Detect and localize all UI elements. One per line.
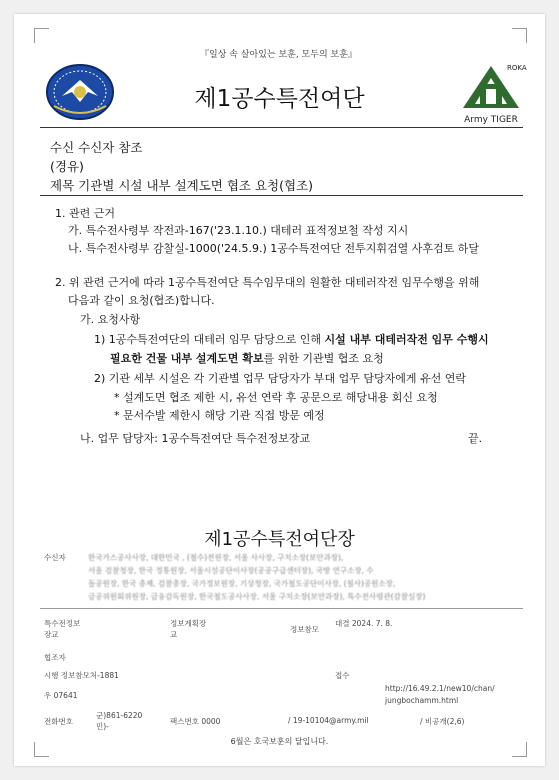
request-item-1-text-2: 를 위한 기관별 협조 요청 xyxy=(263,352,384,365)
request-item-1-line-1 xyxy=(94,331,489,347)
doc-number: 시행 정보참모처-1881 xyxy=(44,671,119,680)
section-1-item-b: 나. 특수전사령부 감찰실-1000('24.5.9.) 1공수특전여단 전투지휘검열 사후검토 하달 xyxy=(68,242,480,255)
document-title: 제1공수특전여단 xyxy=(194,86,365,112)
closing-slogan: 6월은 호국보훈의 달입니다. xyxy=(230,737,329,746)
approval-col-3: 정보참모 xyxy=(290,625,319,634)
corner-mark xyxy=(34,28,49,43)
request-item-1-emphasis-2: 필요한 건물 내부 설계도면 확보 xyxy=(110,352,264,365)
phone-suffix: 민)- xyxy=(96,722,109,731)
section-1-heading: 1. 관련 근거 xyxy=(55,207,115,220)
url-line-1: http://16.49.2.1/new10/chan/ xyxy=(385,684,495,693)
request-item-1-line-2 xyxy=(110,350,384,366)
army-tiger-text: Army TIGER xyxy=(464,115,518,125)
section-1-item-a: 가. 특수전사령부 작전과-167('23.1.10.) 대테러 표적정보철 작성 지시 xyxy=(68,224,409,237)
approval-col-2: 정보계획장 교 xyxy=(170,619,207,639)
disclosure-status: / 비공개(2,6) xyxy=(420,717,465,726)
section-2-item-b: 나. 업무 담당자: 1공수특전여단 특수전정보장교 xyxy=(80,432,311,445)
distribution-label: 수신자 xyxy=(44,553,66,562)
via-line: (경유) xyxy=(50,159,84,174)
request-item-2: 2) 기관 세부 시설은 각 기관별 업무 담당자가 부대 업무 담당자에게 유선 연락 xyxy=(94,372,467,385)
distribution-line-2: 서울 검찰청장, 한국 정통원장, 서울시설공단이사장(공공구급센터장), 국방 연구소장, 수 xyxy=(88,566,374,575)
phone-label: 전화번호 xyxy=(44,717,73,726)
note-1: * 설계도면 협조 제한 시, 유선 연락 후 공문으로 해당내용 회신 요청 xyxy=(114,391,438,404)
roka-text: ROKA xyxy=(507,64,527,72)
header-divider xyxy=(40,127,523,128)
fax-number: 팩스번호 0000 xyxy=(170,717,221,726)
section-2-item-a: 가. 요청사항 xyxy=(80,313,141,326)
sender-title: 제1공수특전여단장 xyxy=(204,529,355,550)
slogan: 『일상 속 살아있는 보훈, 모두의 보훈』 xyxy=(200,50,357,60)
request-item-1-emphasis: 시설 내부 대테러작전 임무 수행시 xyxy=(324,333,489,346)
phone-number: 군)861-6220 xyxy=(96,711,143,720)
distribution-line-4: 금공위원회위원장, 금융감독원장, 한국철도공사사장, 서울 구치소장(보안과장), 특수전사령관(감찰실장) xyxy=(88,592,426,601)
approval-date: 대결 2024. 7. 8. xyxy=(335,619,393,628)
request-item-1-text: 1) 1공수특전여단의 대테러 임무 담당으로 인해 xyxy=(94,333,325,346)
approval-divider xyxy=(40,608,523,609)
distribution-line-1: 한국가스공사사장, 대한민국 , (철수)전원장, 서울 사사장, 구치소장(보안과장), xyxy=(88,553,344,562)
url-line-2: jungbochamm.html xyxy=(385,696,459,705)
receipt-label: 접수 xyxy=(335,671,350,680)
section-2-line-1: 2. 위 관련 근거에 따라 1공수특전여단 특수임무대의 원활한 대테러작전 임무수행을 위해 xyxy=(55,276,480,289)
corner-mark xyxy=(512,28,527,43)
approval-col-1: 특수전정보 장교 xyxy=(44,619,81,639)
email-address: / 19-10104@army.mil xyxy=(288,716,369,725)
subject-divider xyxy=(40,195,523,196)
end-mark: 끝. xyxy=(468,432,483,445)
note-2: * 문서수발 제한시 해당 기관 직접 방문 예정 xyxy=(114,409,325,422)
cooperator-label: 협조자 xyxy=(44,653,66,662)
section-2-line-2: 다음과 같이 요청(협조)합니다. xyxy=(68,294,215,307)
subject-line: 제목 기관별 시설 내부 설계도면 협조 요청(협조) xyxy=(50,178,314,193)
postal-code: 우 07641 xyxy=(44,691,78,700)
recipient-line: 수신 수신자 참조 xyxy=(50,140,143,155)
distribution-line-3: 돌공원장, 한국 총재, 검찰총장, 국가정보원장, 기상청장, 국가철도공단이사장, (철사)공원소장, xyxy=(88,579,396,588)
army-tiger-emblem-icon xyxy=(455,60,527,126)
